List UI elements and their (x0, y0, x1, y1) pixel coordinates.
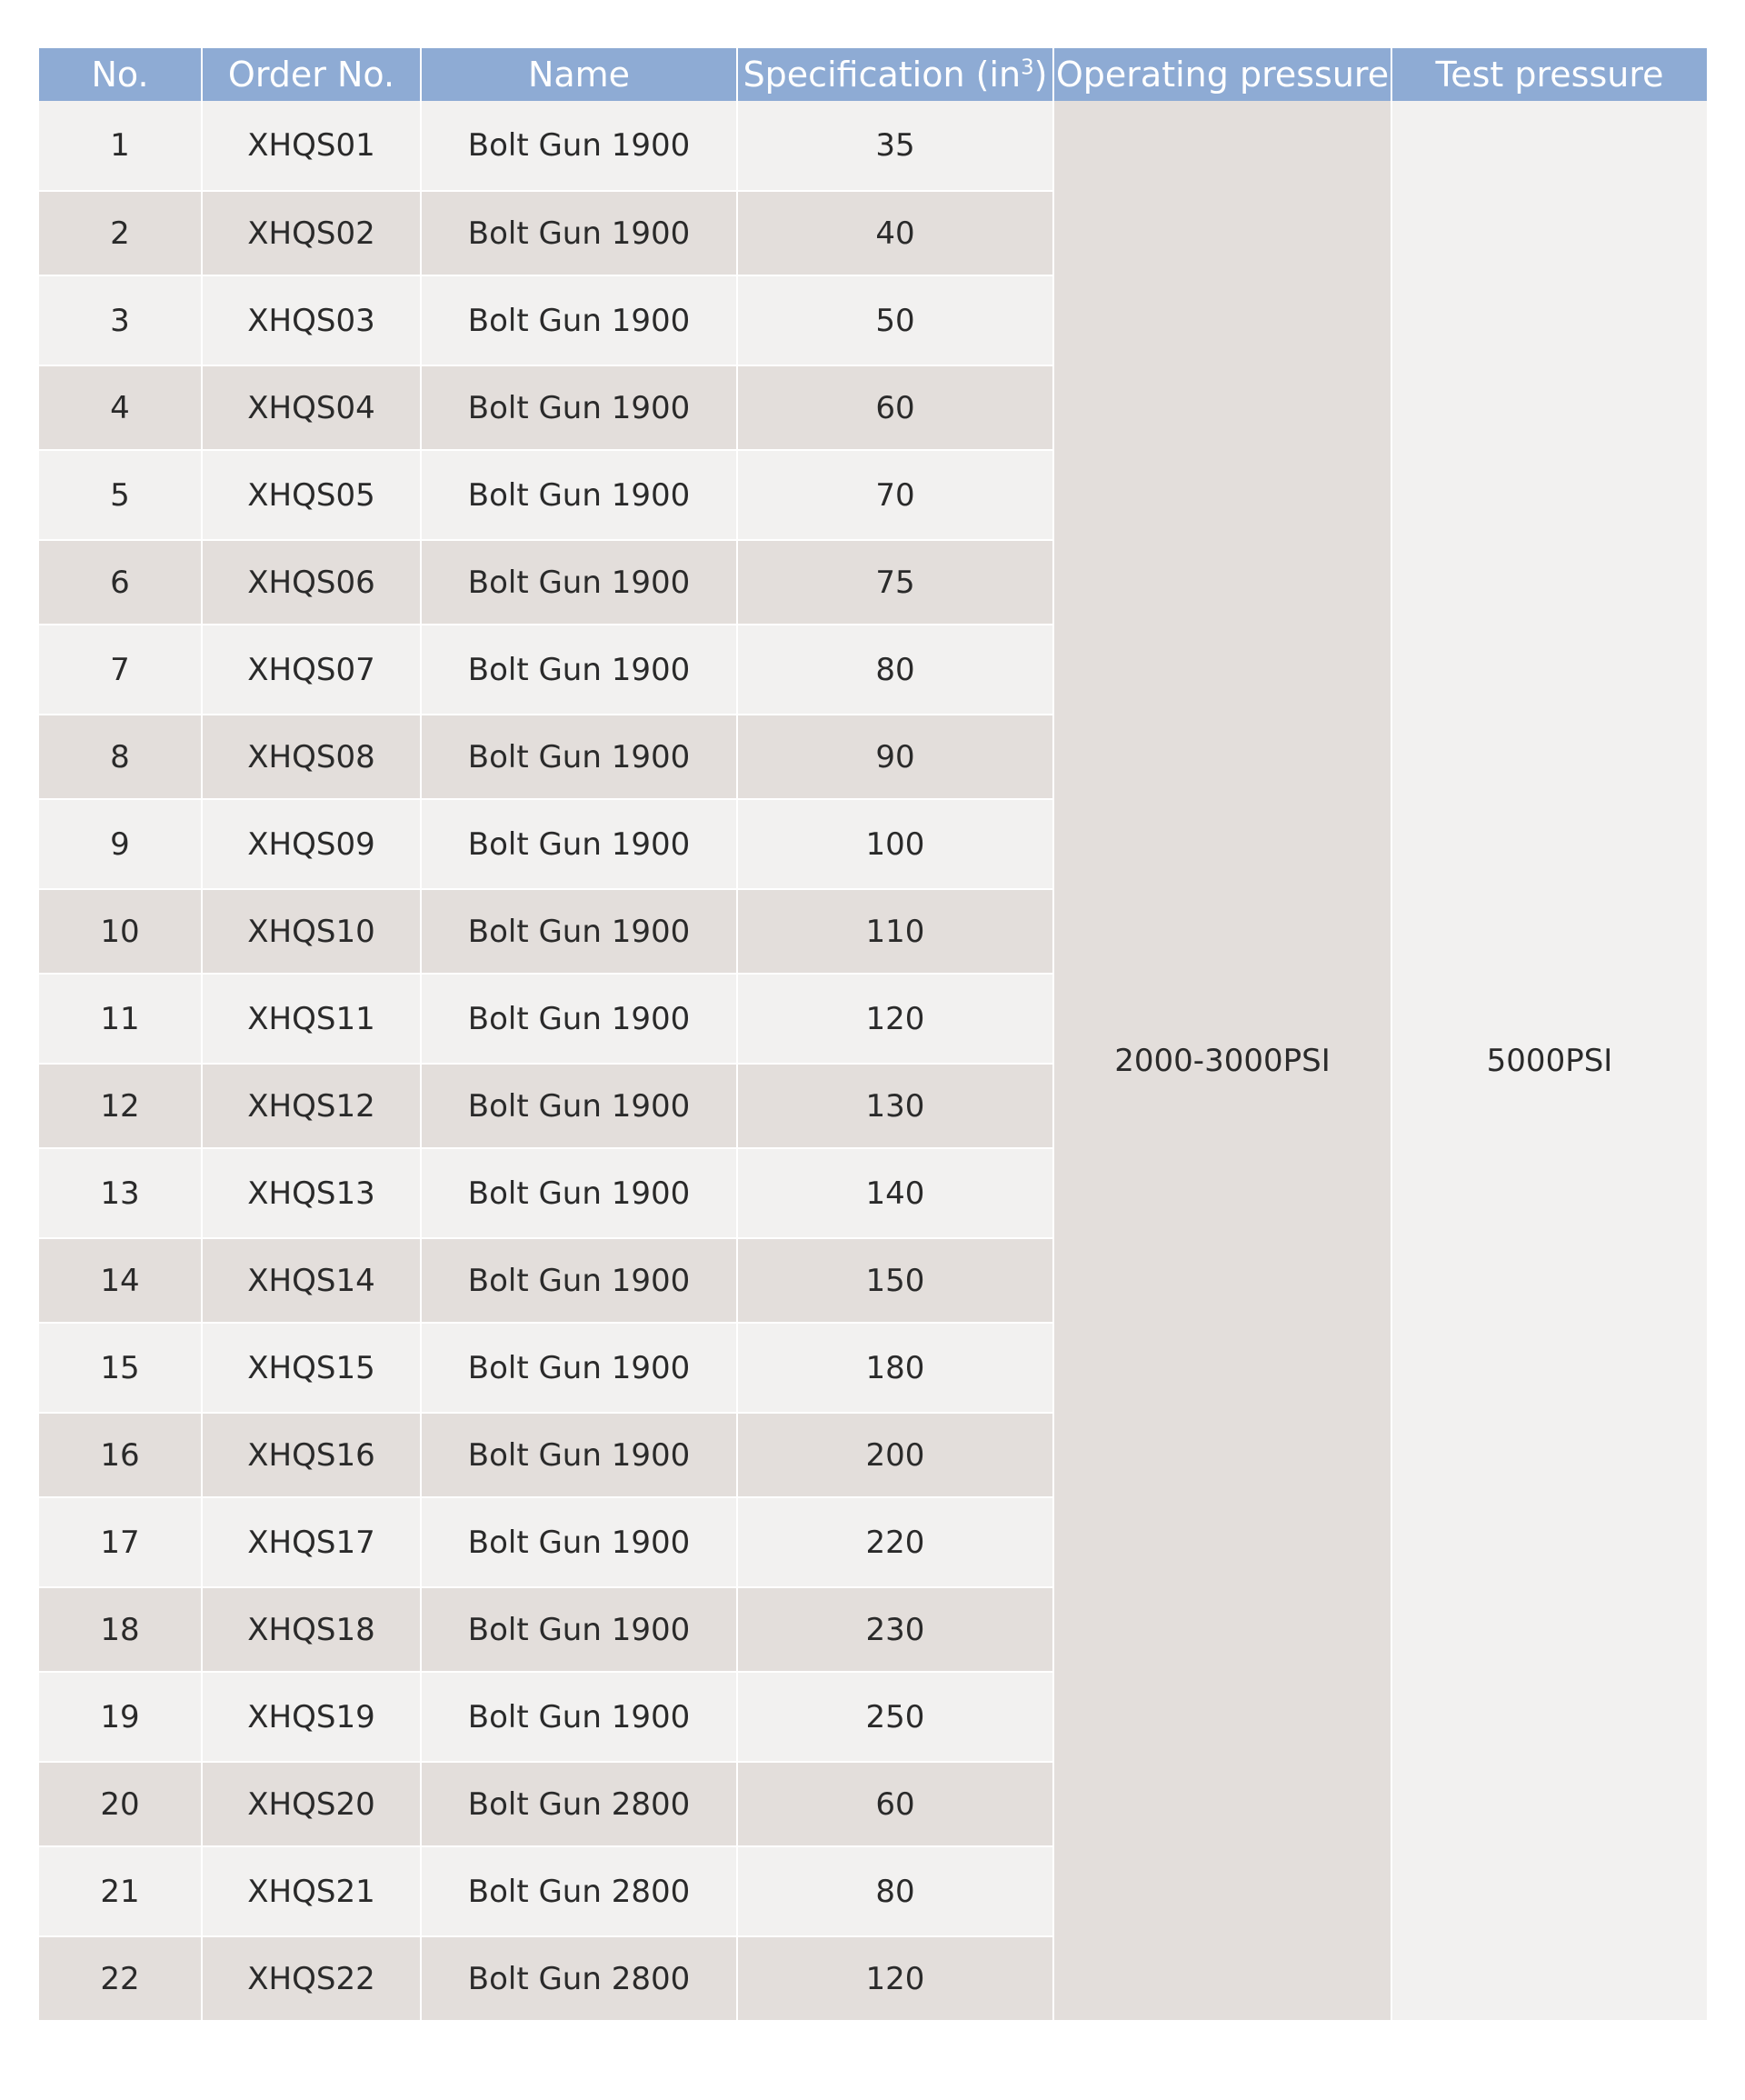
cell-specification: 80 (737, 1846, 1053, 1936)
cell-order-no: XHQS11 (202, 974, 421, 1064)
cell-no: 9 (39, 799, 202, 889)
cell-name: Bolt Gun 1900 (421, 1587, 737, 1672)
cell-no: 11 (39, 974, 202, 1064)
cell-order-no: XHQS21 (202, 1846, 421, 1936)
cell-name: Bolt Gun 2800 (421, 1762, 737, 1846)
cell-order-no: XHQS17 (202, 1497, 421, 1587)
cell-name: Bolt Gun 1900 (421, 1672, 737, 1762)
spec-table (39, 48, 1707, 2022)
cell-no: 14 (39, 1238, 202, 1323)
cell-order-no: XHQS04 (202, 365, 421, 450)
cell-order-no: XHQS06 (202, 540, 421, 625)
cell-no: 20 (39, 1762, 202, 1846)
cell-specification: 60 (737, 1762, 1053, 1846)
cell-no: 12 (39, 1064, 202, 1148)
cell-name: Bolt Gun 1900 (421, 540, 737, 625)
cell-specification: 90 (737, 715, 1053, 799)
cell-name: Bolt Gun 1900 (421, 1148, 737, 1238)
header-test-pressure: Test pressure (1391, 48, 1707, 101)
cell-specification: 75 (737, 540, 1053, 625)
cell-order-no: XHQS19 (202, 1672, 421, 1762)
cell-order-no: XHQS08 (202, 715, 421, 799)
cell-no: 22 (39, 1936, 202, 2021)
cell-name: Bolt Gun 1900 (421, 365, 737, 450)
cell-order-no: XHQS10 (202, 889, 421, 974)
cell-name: Bolt Gun 1900 (421, 799, 737, 889)
cell-specification: 220 (737, 1497, 1053, 1587)
cell-no: 2 (39, 191, 202, 275)
cell-specification: 120 (737, 974, 1053, 1064)
cell-no: 4 (39, 365, 202, 450)
cell-specification: 150 (737, 1238, 1053, 1323)
cell-specification: 140 (737, 1148, 1053, 1238)
cell-name: Bolt Gun 2800 (421, 1936, 737, 2021)
table-header-row (39, 48, 1707, 101)
cell-specification: 110 (737, 889, 1053, 974)
header-operating-pressure: Operating pressure (1053, 48, 1391, 101)
cell-no: 19 (39, 1672, 202, 1762)
header-specification-sup: 3 (1021, 55, 1034, 80)
cell-operating-pressure: 2000-3000PSI (1053, 101, 1391, 2021)
cell-name: Bolt Gun 1900 (421, 275, 737, 365)
cell-no: 6 (39, 540, 202, 625)
cell-no: 5 (39, 450, 202, 540)
table-row (39, 101, 1707, 191)
cell-order-no: XHQS13 (202, 1148, 421, 1238)
cell-order-no: XHQS05 (202, 450, 421, 540)
cell-order-no: XHQS22 (202, 1936, 421, 2021)
cell-name: Bolt Gun 1900 (421, 1238, 737, 1323)
cell-order-no: XHQS07 (202, 625, 421, 715)
cell-no: 17 (39, 1497, 202, 1587)
cell-name: Bolt Gun 1900 (421, 889, 737, 974)
header-order-no: Order No. (202, 48, 421, 101)
cell-specification: 130 (737, 1064, 1053, 1148)
cell-name: Bolt Gun 1900 (421, 1064, 737, 1148)
cell-no: 15 (39, 1323, 202, 1413)
header-specification-end: ) (1033, 55, 1048, 95)
cell-name: Bolt Gun 1900 (421, 1323, 737, 1413)
cell-order-no: XHQS14 (202, 1238, 421, 1323)
cell-specification: 80 (737, 625, 1053, 715)
cell-specification: 40 (737, 191, 1053, 275)
cell-name: Bolt Gun 1900 (421, 1413, 737, 1497)
cell-order-no: XHQS01 (202, 101, 421, 191)
header-specification-text: Specification (in (743, 55, 1022, 95)
cell-no: 7 (39, 625, 202, 715)
cell-specification: 120 (737, 1936, 1053, 2021)
cell-no: 8 (39, 715, 202, 799)
cell-name: Bolt Gun 1900 (421, 974, 737, 1064)
header-specification (737, 48, 1053, 101)
cell-order-no: XHQS12 (202, 1064, 421, 1148)
cell-order-no: XHQS15 (202, 1323, 421, 1413)
cell-name: Bolt Gun 1900 (421, 715, 737, 799)
header-name: Name (421, 48, 737, 101)
cell-test-pressure: 5000PSI (1391, 101, 1707, 2021)
cell-specification: 200 (737, 1413, 1053, 1497)
cell-name: Bolt Gun 1900 (421, 191, 737, 275)
cell-specification: 50 (737, 275, 1053, 365)
cell-specification: 180 (737, 1323, 1053, 1413)
cell-specification: 60 (737, 365, 1053, 450)
cell-specification: 230 (737, 1587, 1053, 1672)
cell-name: Bolt Gun 2800 (421, 1846, 737, 1936)
cell-name: Bolt Gun 1900 (421, 450, 737, 540)
cell-no: 13 (39, 1148, 202, 1238)
cell-specification: 70 (737, 450, 1053, 540)
cell-order-no: XHQS03 (202, 275, 421, 365)
cell-no: 1 (39, 101, 202, 191)
cell-name: Bolt Gun 1900 (421, 1497, 737, 1587)
cell-order-no: XHQS09 (202, 799, 421, 889)
cell-specification: 100 (737, 799, 1053, 889)
cell-no: 18 (39, 1587, 202, 1672)
cell-order-no: XHQS20 (202, 1762, 421, 1846)
cell-specification: 35 (737, 101, 1053, 191)
header-no: No. (39, 48, 202, 101)
cell-order-no: XHQS02 (202, 191, 421, 275)
cell-no: 16 (39, 1413, 202, 1497)
cell-order-no: XHQS16 (202, 1413, 421, 1497)
cell-name: Bolt Gun 1900 (421, 101, 737, 191)
table-body (39, 101, 1707, 2021)
cell-no: 21 (39, 1846, 202, 1936)
cell-no: 3 (39, 275, 202, 365)
cell-name: Bolt Gun 1900 (421, 625, 737, 715)
cell-no: 10 (39, 889, 202, 974)
cell-specification: 250 (737, 1672, 1053, 1762)
cell-order-no: XHQS18 (202, 1587, 421, 1672)
